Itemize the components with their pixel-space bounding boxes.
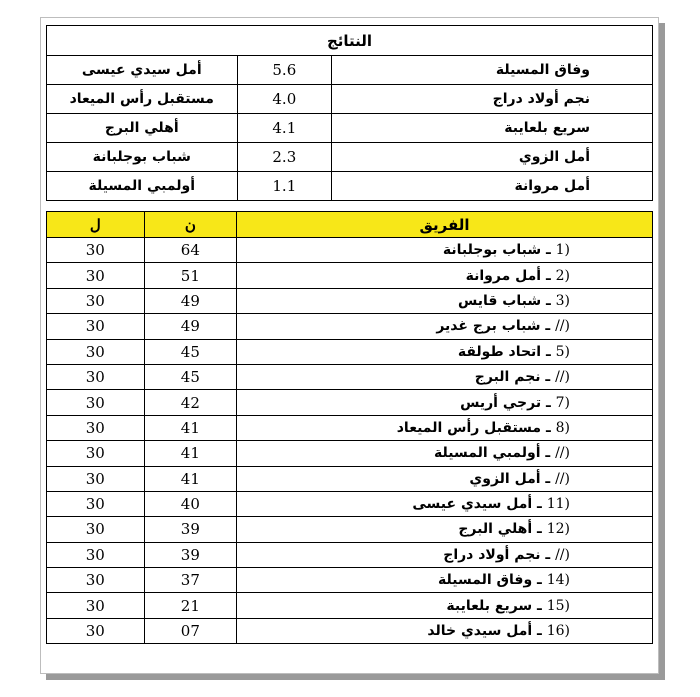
team-name: ـ أمل سيدي عيسى bbox=[412, 496, 547, 513]
played-cell: 30 bbox=[47, 339, 145, 364]
points-cell: 40 bbox=[144, 491, 237, 516]
points-cell: 49 bbox=[144, 288, 237, 313]
played-cell: 30 bbox=[47, 441, 145, 466]
match-score: 4.1 bbox=[237, 114, 332, 143]
ranking-body bbox=[47, 238, 653, 644]
table-row bbox=[47, 238, 653, 263]
rank-number: //) bbox=[555, 369, 570, 386]
played-cell: 30 bbox=[47, 568, 145, 593]
table-row bbox=[47, 390, 653, 415]
played-header: ل bbox=[47, 212, 145, 238]
rank-number: 16) bbox=[546, 623, 570, 640]
rank-number: 11) bbox=[546, 496, 570, 513]
team-name: ـ أمل الزوي bbox=[469, 470, 556, 487]
team-name: ـ ترجي أريس bbox=[460, 394, 556, 411]
rank-number: 12) bbox=[546, 521, 570, 538]
results-sheet bbox=[40, 17, 659, 674]
match-score: 2.3 bbox=[237, 143, 332, 172]
team-cell bbox=[237, 618, 653, 643]
team-cell bbox=[237, 238, 653, 263]
result-row bbox=[47, 114, 653, 143]
team-name: ـ أمل سيدي خالد bbox=[427, 623, 547, 640]
table-row bbox=[47, 517, 653, 542]
rank-number: 2) bbox=[555, 267, 570, 284]
team-name: ـ شباب بوجلبانة bbox=[442, 242, 556, 259]
team-cell bbox=[237, 339, 653, 364]
played-cell: 30 bbox=[47, 263, 145, 288]
results-table bbox=[46, 25, 653, 201]
team-cell bbox=[237, 517, 653, 542]
table-row bbox=[47, 263, 653, 288]
result-row bbox=[47, 85, 653, 114]
points-header: ن bbox=[144, 212, 237, 238]
points-cell: 42 bbox=[144, 390, 237, 415]
points-cell: 21 bbox=[144, 593, 237, 618]
played-cell: 30 bbox=[47, 491, 145, 516]
away-team: أمل سيدي عيسى bbox=[47, 56, 238, 85]
home-team: أمل مروانة bbox=[332, 172, 653, 201]
team-cell bbox=[237, 364, 653, 389]
results-title: النتائج bbox=[47, 26, 653, 56]
played-cell: 30 bbox=[47, 618, 145, 643]
team-name: ـ أمل مروانة bbox=[465, 267, 556, 284]
ranking-header bbox=[47, 212, 653, 238]
played-cell: 30 bbox=[47, 314, 145, 339]
points-cell: 41 bbox=[144, 466, 237, 491]
table-row bbox=[47, 618, 653, 643]
match-score: 1.1 bbox=[237, 172, 332, 201]
points-cell: 39 bbox=[144, 542, 237, 567]
table-row bbox=[47, 542, 653, 567]
rank-number: //) bbox=[555, 318, 570, 335]
rank-number: //) bbox=[555, 546, 570, 563]
team-cell bbox=[237, 491, 653, 516]
rank-number: 1) bbox=[555, 242, 570, 259]
played-cell: 30 bbox=[47, 415, 145, 440]
home-team: سريع بلعايبة bbox=[332, 114, 653, 143]
points-cell: 07 bbox=[144, 618, 237, 643]
rank-number: //) bbox=[555, 445, 570, 462]
team-cell bbox=[237, 568, 653, 593]
match-score: 4.0 bbox=[237, 85, 332, 114]
table-row bbox=[47, 339, 653, 364]
match-score: 5.6 bbox=[237, 56, 332, 85]
table-row bbox=[47, 314, 653, 339]
table-row bbox=[47, 364, 653, 389]
team-cell bbox=[237, 390, 653, 415]
team-cell bbox=[237, 593, 653, 618]
team-name: ـ وفاق المسيلة bbox=[438, 572, 547, 589]
team-name: ـ شباب قايس bbox=[457, 292, 556, 309]
team-cell bbox=[237, 542, 653, 567]
team-header: الفريق bbox=[237, 212, 653, 238]
points-cell: 39 bbox=[144, 517, 237, 542]
points-cell: 51 bbox=[144, 263, 237, 288]
table-row bbox=[47, 466, 653, 491]
team-name: ـ نجم أولاد دراج bbox=[443, 546, 556, 563]
rank-number: //) bbox=[555, 470, 570, 487]
played-cell: 30 bbox=[47, 364, 145, 389]
team-name: ـ نجم البرج bbox=[474, 369, 556, 386]
played-cell: 30 bbox=[47, 238, 145, 263]
points-cell: 41 bbox=[144, 415, 237, 440]
played-cell: 30 bbox=[47, 288, 145, 313]
table-row bbox=[47, 288, 653, 313]
result-row bbox=[47, 172, 653, 201]
rank-number: 8) bbox=[555, 419, 570, 436]
played-cell: 30 bbox=[47, 542, 145, 567]
team-cell bbox=[237, 263, 653, 288]
points-cell: 49 bbox=[144, 314, 237, 339]
result-row bbox=[47, 56, 653, 85]
team-cell bbox=[237, 466, 653, 491]
team-name: ـ مستقبل رأس الميعاد bbox=[396, 419, 556, 436]
home-team: أمل الزوي bbox=[332, 143, 653, 172]
table-row bbox=[47, 415, 653, 440]
team-cell bbox=[237, 288, 653, 313]
team-cell bbox=[237, 415, 653, 440]
rank-number: 7) bbox=[555, 394, 570, 411]
away-team: أولمبي المسيلة bbox=[47, 172, 238, 201]
played-cell: 30 bbox=[47, 593, 145, 618]
table-row bbox=[47, 593, 653, 618]
points-cell: 37 bbox=[144, 568, 237, 593]
team-cell bbox=[237, 314, 653, 339]
points-cell: 41 bbox=[144, 441, 237, 466]
team-cell bbox=[237, 441, 653, 466]
table-row bbox=[47, 568, 653, 593]
home-team: وفاق المسيلة bbox=[332, 56, 653, 85]
rank-number: 15) bbox=[546, 597, 570, 614]
table-row bbox=[47, 491, 653, 516]
away-team: أهلي البرج bbox=[47, 114, 238, 143]
rank-number: 5) bbox=[555, 343, 570, 360]
played-cell: 30 bbox=[47, 466, 145, 491]
team-name: ـ شباب برج غدير bbox=[436, 318, 556, 335]
points-cell: 45 bbox=[144, 364, 237, 389]
home-team: نجم أولاد دراج bbox=[332, 85, 653, 114]
table-row bbox=[47, 441, 653, 466]
ranking-table bbox=[46, 211, 653, 644]
points-cell: 64 bbox=[144, 238, 237, 263]
team-name: ـ أهلي البرج bbox=[458, 521, 547, 538]
team-name: ـ اتحاد طولقة bbox=[457, 343, 556, 360]
rank-number: 3) bbox=[555, 292, 570, 309]
team-name: ـ سريع بلعايبة bbox=[446, 597, 547, 614]
away-team: شباب بوجلبانة bbox=[47, 143, 238, 172]
result-row bbox=[47, 143, 653, 172]
rank-number: 14) bbox=[546, 572, 570, 589]
points-cell: 45 bbox=[144, 339, 237, 364]
away-team: مستقبل رأس الميعاد bbox=[47, 85, 238, 114]
team-name: ـ أولمبي المسيلة bbox=[434, 445, 556, 462]
played-cell: 30 bbox=[47, 390, 145, 415]
played-cell: 30 bbox=[47, 517, 145, 542]
